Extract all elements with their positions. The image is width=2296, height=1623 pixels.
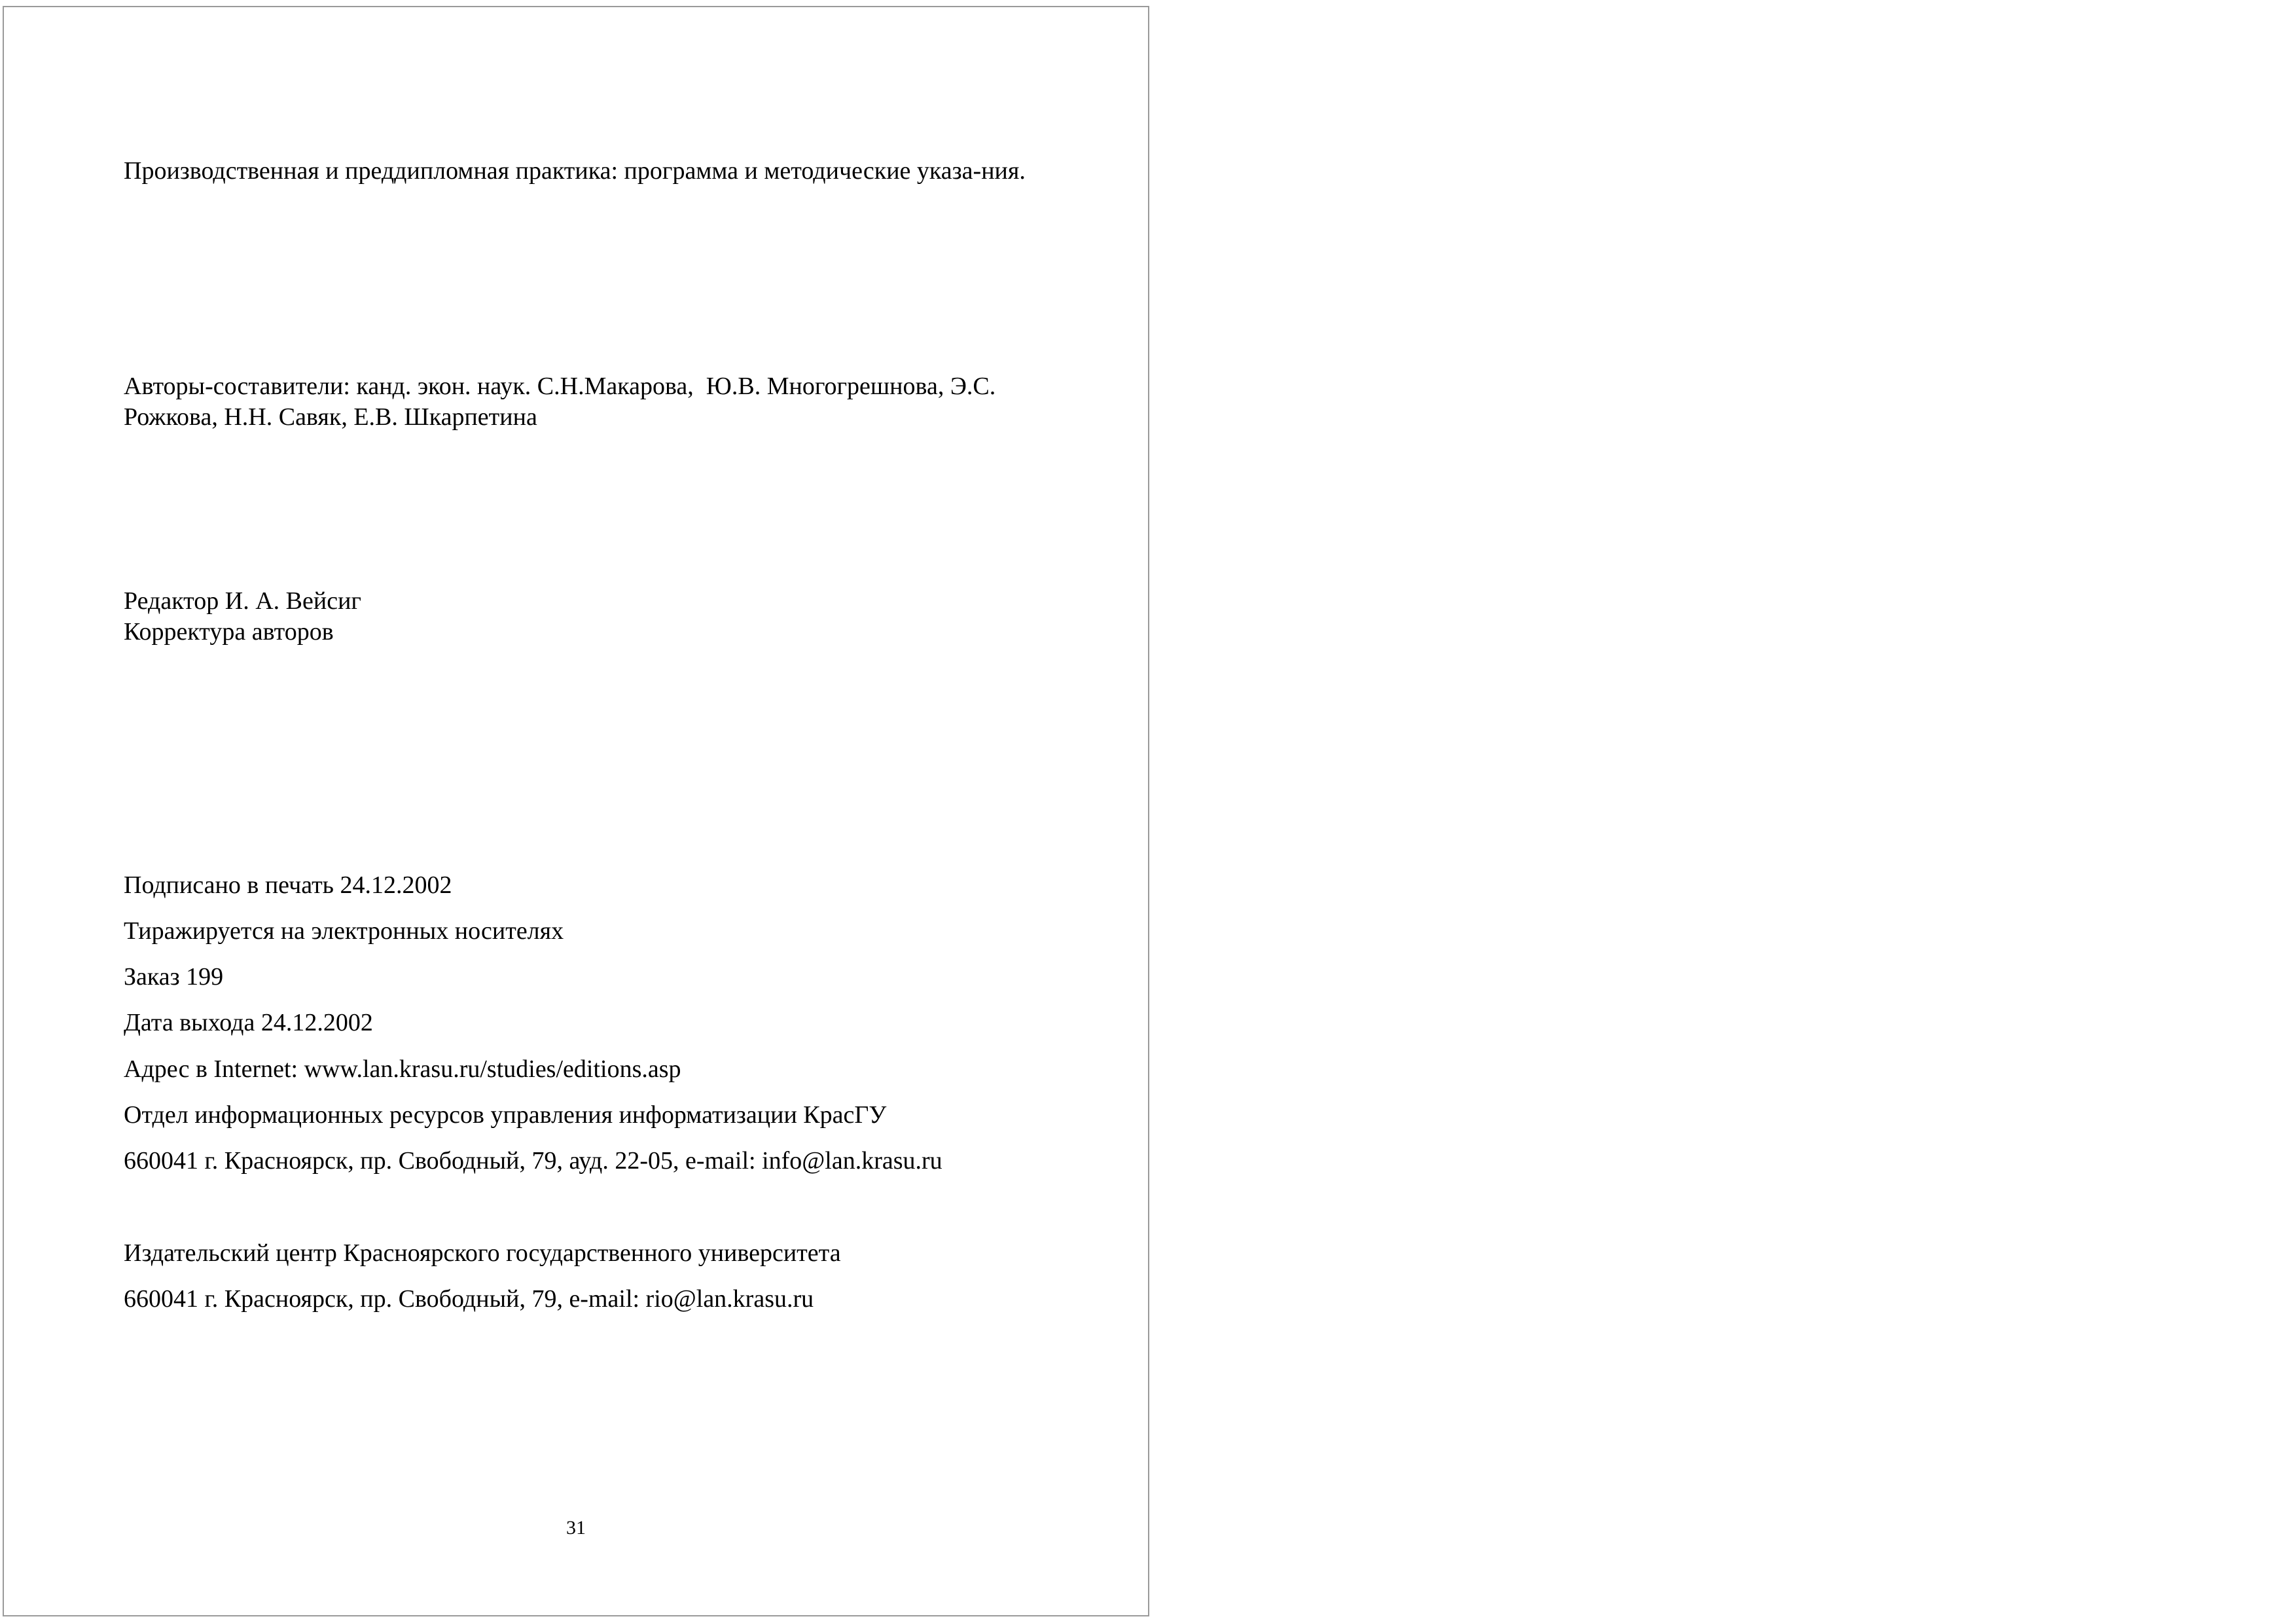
document-page bbox=[3, 6, 1149, 1616]
imprint-department-address: 660041 г. Красноярск, пр. Свободный, 79, ауд. 22-05, e-mail: info@lan.krasu.ru bbox=[124, 1147, 942, 1175]
editor-block bbox=[124, 586, 1062, 647]
title-text: Производственная и преддипломная практика: программа и методические указа-ния. bbox=[124, 157, 1026, 185]
imprint-department: Отдел информационных ресурсов управления информатизации КрасГУ bbox=[124, 1101, 887, 1129]
imprint-signed-date: Подписано в печать 24.12.2002 bbox=[124, 871, 452, 899]
imprint-release-date: Дата выхода 24.12.2002 bbox=[124, 1009, 373, 1036]
proofreading-line: Корректура авторов bbox=[124, 618, 334, 646]
publisher-name: Издательский центр Красноярского государственного университета bbox=[124, 1239, 841, 1267]
authors-line-1: Авторы-составители: канд. экон. наук. С.Н.Макарова, Ю.В. Многогрешнова, Э.С. bbox=[124, 373, 996, 400]
document-title bbox=[124, 156, 1062, 187]
authors-line-2: Рожкова, Н.Н. Савяк, Е.В. Шкарпетина bbox=[124, 403, 537, 431]
imprint-order: Заказ 199 bbox=[124, 963, 224, 991]
imprint-media: Тиражируется на электронных носителях bbox=[124, 917, 564, 945]
editor-line: Редактор И. А. Вейсиг bbox=[124, 587, 361, 615]
authors-block bbox=[124, 371, 1062, 433]
page-number: 31 bbox=[566, 1517, 586, 1539]
publisher-address: 660041 г. Красноярск, пр. Свободный, 79, e-mail: rio@lan.krasu.ru bbox=[124, 1285, 814, 1313]
imprint-internet-address: Адрес в Internet: www.lan.krasu.ru/studies/editions.asp bbox=[124, 1055, 681, 1083]
